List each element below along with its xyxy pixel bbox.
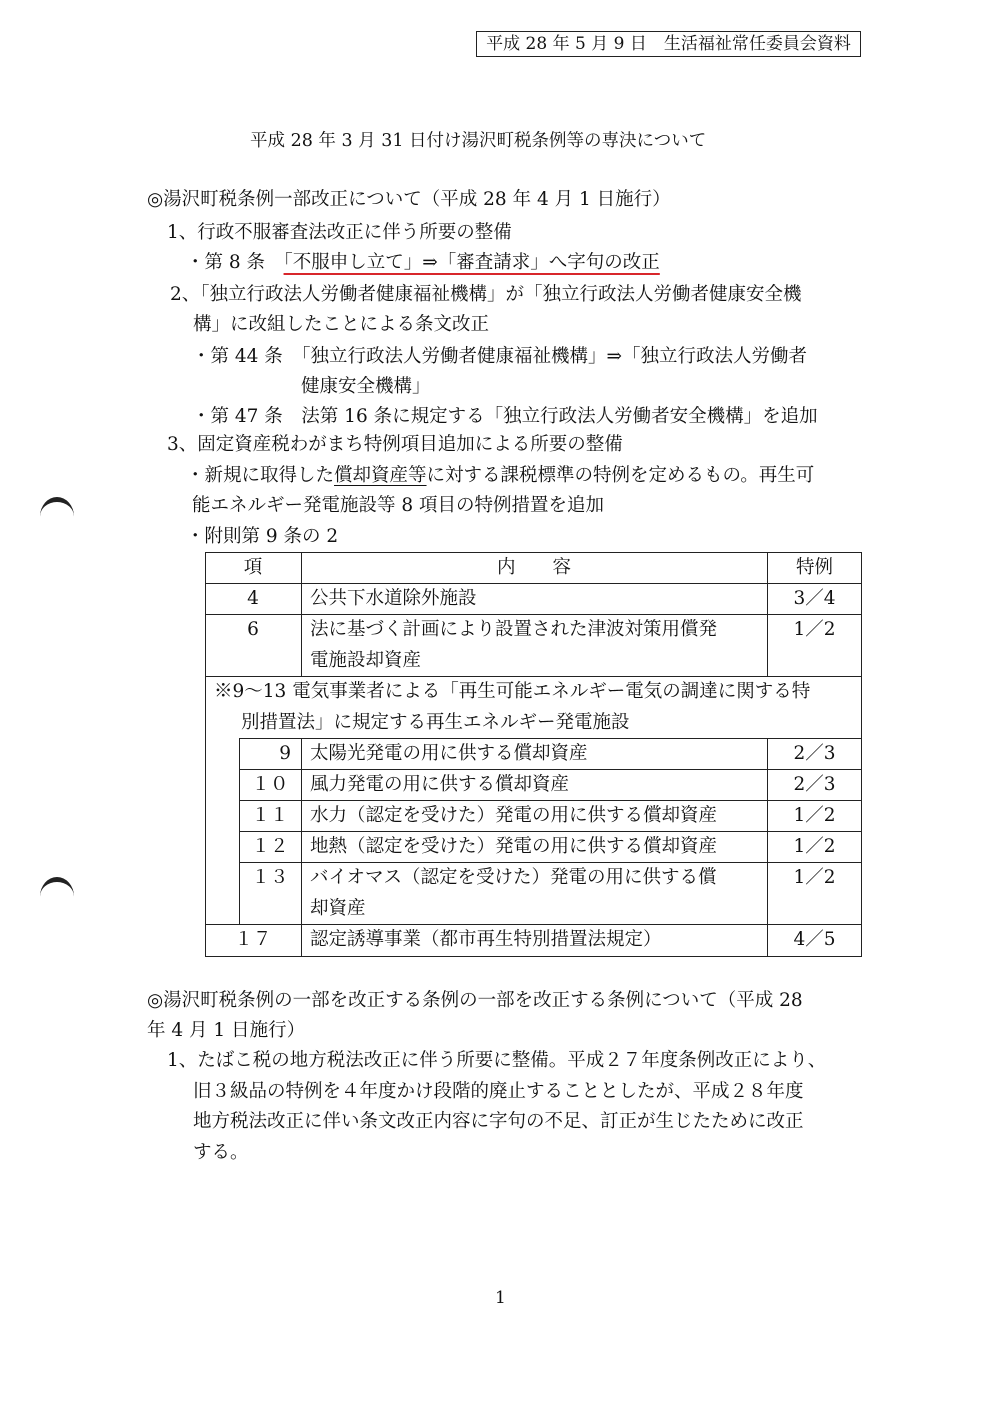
document-header-box: 平成 28 年 5 月 9 日 生活福祉常任委員会資料 xyxy=(476,31,861,57)
item2-bullet1-line2: 健康安全機構」 xyxy=(301,376,431,397)
item3-b1-pre: ・新規に取得した xyxy=(186,465,335,486)
table-row-ratio: 1／2 xyxy=(793,619,836,640)
table-row-no: 6 xyxy=(247,619,259,640)
item3-b1-post: に対する課税標準の特例を定めるもの。再生可 xyxy=(426,465,815,486)
table-row-no: 4 xyxy=(247,588,259,609)
section1-heading: ◎湯沢町税条例一部改正について（平成 28 年 4 月 1 日施行） xyxy=(147,189,671,210)
table-subrow-content: 水力（認定を受けた）発電の用に供する償却資産 xyxy=(310,805,718,826)
table-row-no: １７ xyxy=(234,929,272,950)
table-subrow-ratio: 2／3 xyxy=(793,743,836,764)
table-subrow-content: 地熱（認定を受けた）発電の用に供する償却資産 xyxy=(310,836,718,857)
table-subrow-no: １０ xyxy=(251,774,289,795)
table-subrow-no: １１ xyxy=(251,805,289,826)
table-row-content: 認定誘導事業（都市再生特別措置法規定） xyxy=(310,929,662,950)
table-subrow-content-line2: 却資産 xyxy=(310,898,366,919)
table-subrow-content: バイオマス（認定を受けた）発電の用に供する償 xyxy=(310,867,717,888)
table-subrow-ratio: 1／2 xyxy=(793,867,836,888)
table-subrow-ratio: 1／2 xyxy=(793,836,836,857)
section2-heading-line1: ◎湯沢町税条例の一部を改正する条例の一部を改正する条例について（平成 28 xyxy=(147,990,803,1011)
table-note-line2: 別措置法」に規定する再生エネルギー発電施設 xyxy=(241,712,630,733)
table-header-ratio: 特例 xyxy=(795,557,833,578)
item1-bullet-underlined: 「不服申し立て」⇒「審査請求」へ字句の改正 xyxy=(283,252,660,273)
item1-bullet xyxy=(186,254,660,273)
table-subrow-no: １３ xyxy=(251,867,289,888)
table-row-ratio: 3／4 xyxy=(793,588,836,609)
table-row-content: 公共下水道除外施設 xyxy=(310,588,477,609)
table-subrow-ratio: 2／3 xyxy=(793,774,836,795)
table-row-content: 法に基づく計画により設置された津波対策用償発 xyxy=(310,619,718,640)
punch-hole-mark xyxy=(40,497,74,536)
table-header-no: 項 xyxy=(243,557,263,578)
item2-bullet1-line1: ・第 44 条 「独立行政法人労働者健康福祉機構」⇒「独立行政法人労働者 xyxy=(192,346,808,367)
table-subrow-content: 風力発電の用に供する償却資産 xyxy=(310,774,570,795)
table-subrow-content: 太陽光発電の用に供する償却資産 xyxy=(310,743,588,764)
table-subrow-ratio: 1／2 xyxy=(793,805,836,826)
item3-b1-underlined: 償却資産等 xyxy=(334,465,427,486)
item3-label: 3、固定資産税わがまち特例項目追加による所要の整備 xyxy=(167,434,623,455)
table-note-line1: ※9～13 電気事業者による「再生可能エネルギー電気の調達に関する特 xyxy=(214,681,811,702)
section2-item1-line4: する。 xyxy=(193,1142,249,1163)
section2-item1-line3: 地方税法改正に伴い条文改正内容に字句の不足、訂正が生じたために改正 xyxy=(193,1111,804,1132)
table-row-content-line2: 電施設却資産 xyxy=(310,650,422,671)
item2-bullet2: ・第 47 条 法第 16 条に規定する「独立行政法人労働者安全機構」を追加 xyxy=(192,406,818,427)
section2-heading-line2: 年 4 月 1 日施行） xyxy=(147,1020,306,1041)
section2-item1-line2: 旧３級品の特例を４年度かけ段階的廃止することとしたが、平成２８年度 xyxy=(193,1081,804,1102)
item3-bullet1-line1 xyxy=(186,467,814,486)
item1-label: 1、行政不服審査法改正に伴う所要の整備 xyxy=(167,222,512,243)
table-header-content: 内 容 xyxy=(496,557,571,578)
table-row-ratio: 4／5 xyxy=(793,929,836,950)
item3-bullet2: ・附則第 9 条の 2 xyxy=(186,526,339,547)
table-subrow-no: １２ xyxy=(251,836,289,857)
punch-hole-mark xyxy=(40,877,74,916)
document-title: 平成 28 年 3 月 31 日付け湯沢町税条例等の専決について xyxy=(250,131,707,151)
page-number: 1 xyxy=(495,1288,506,1308)
section2-item1-line1: 1、たばこ税の地方税法改正に伴う所要に整備。平成２７年度条例改正により、 xyxy=(167,1050,827,1071)
item2-line2: 構」に改組したことによる条文改正 xyxy=(193,314,490,335)
table-subrow-no: 9 xyxy=(279,743,291,764)
item2-line1: 2、「独立行政法人労働者健康福祉機構」が「独立行政法人労働者健康安全機 xyxy=(170,284,802,305)
item1-bullet-prefix: ・第 8 条 xyxy=(186,252,284,273)
item3-bullet1-line2: 能エネルギー発電施設等 8 項目の特例措置を追加 xyxy=(192,495,605,516)
